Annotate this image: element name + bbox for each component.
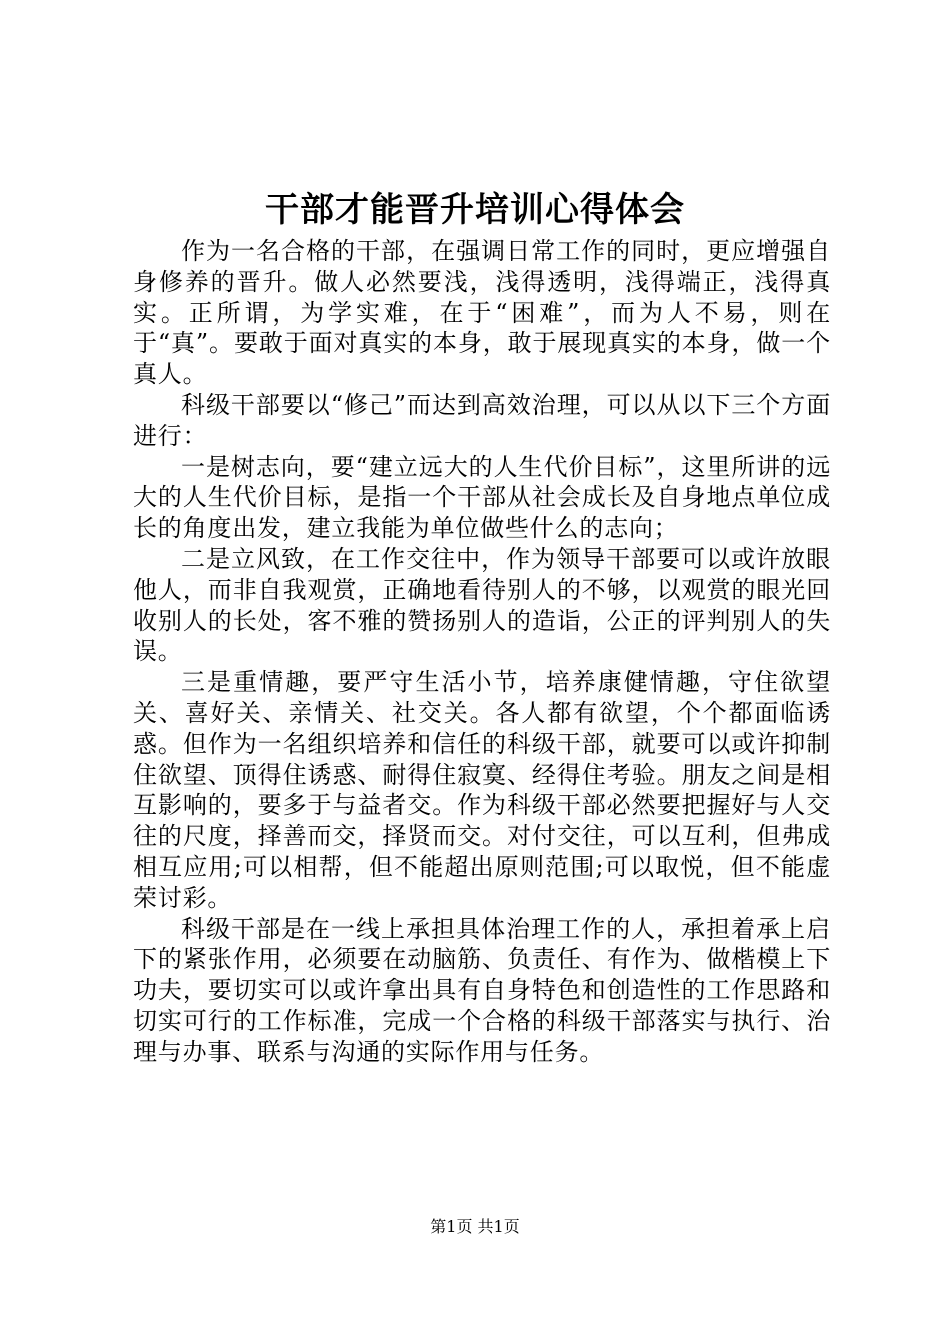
paragraph-aspect-one: 一是树志向，要“建立远大的人生代价目标”，这里所讲的远大的人生代价目标，是指一个干部从社会成长及自身地点单位成长的角度出发，建立我能为单位做些什么的志向； [133,452,831,543]
paragraph-conclusion: 科级干部是在一线上承担具体治理工作的人，承担着承上启下的紧张作用，必须要在动脑筋、负责任、有作为、做楷模上下功夫，要切实可以或许拿出具有自身特色和创造性的工作思路和切实可行的工作标准，完成一个合格的科级干部落实与执行、治理与办事、联系与沟通的实际作用与任务。 [133,914,831,1066]
paragraph-intro: 作为一名合格的干部，在强调日常工作的同时，更应增强自身修养的晋升。做人必然要浅，浅得透明，浅得端正，浅得真实。正所谓，为学实难，在于“困难”，而为人不易，则在于“真”。要敢于面对真实的本身，敢于展现真实的本身，做一个真人。 [133,237,831,389]
document-title: 干部才能晋升培训心得体会 [265,190,685,230]
page-number-footer: 第1页 共1页 [430,1217,520,1236]
paragraph-aspect-two: 二是立风致，在工作交往中，作为领导干部要可以或许放眼他人，而非自我观赏，正确地看待别人的不够，以观赏的眼光回收别人的长处，客不雅的赞扬别人的造诣，公正的评判别人的失误。 [133,544,831,666]
document-body [133,236,831,1068]
paragraph-aspects-lead: 科级干部要以“修己”而达到高效治理，可以从以下三个方面进行： [133,390,831,450]
paragraph-aspect-three: 三是重情趣，要严守生活小节，培养康健情趣，守住欲望关、喜好关、亲情关、社交关。各人都有欲望，个个都面临诱惑。但作为一名组织培养和信任的科级干部，就要可以或许抑制住欲望、顶得住诱惑、耐得住寂寞、经得住考验。朋友之间是相互影响的，要多于与益者交。作为科级干部必然要把握好与人交往的尺度，择善而交，择贤而交。对付交往，可以互利，但弗成相互应用;可以相帮，但不能超出原则范围;可以取悦，但不能虚荣讨彩。 [133,668,831,912]
